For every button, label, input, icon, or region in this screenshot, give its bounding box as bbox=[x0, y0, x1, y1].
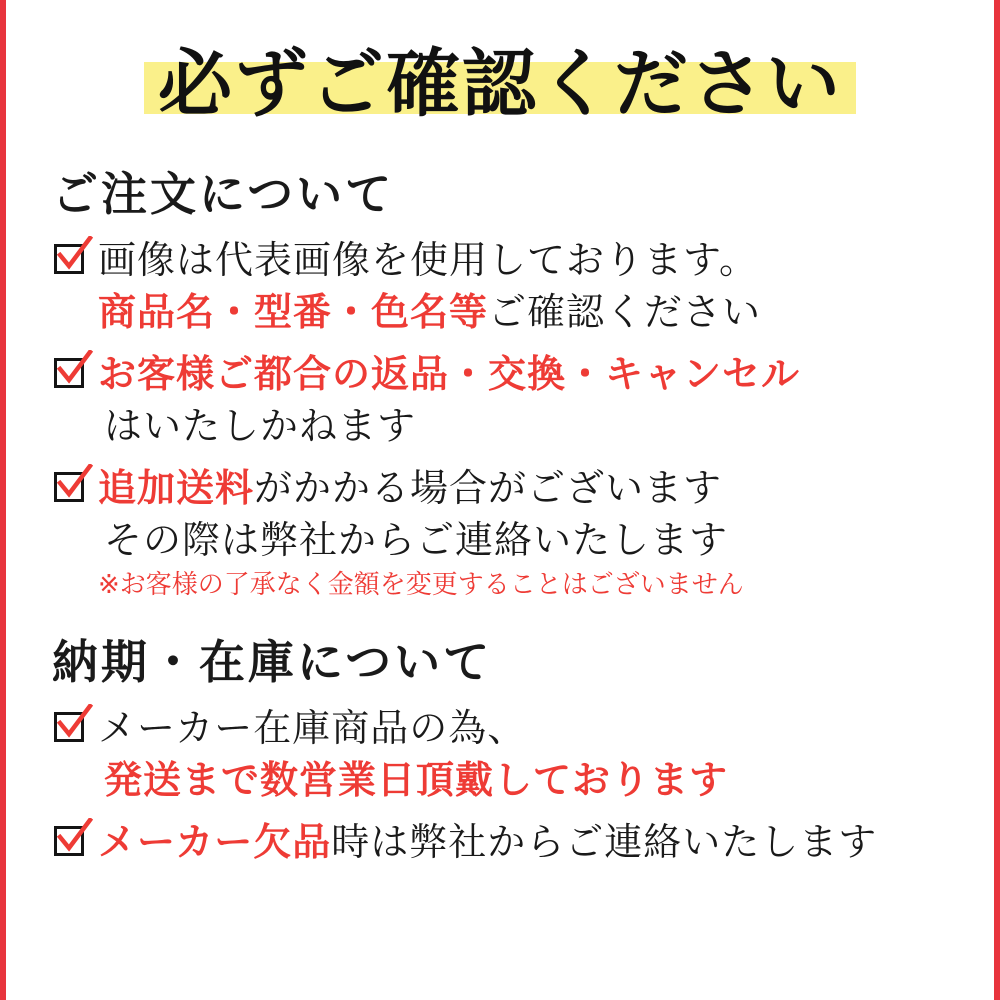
text-segment: ご確認ください bbox=[488, 290, 762, 334]
text-line: はいたしかねます bbox=[104, 404, 417, 448]
text-line bbox=[98, 462, 960, 514]
checkbox-checked-icon bbox=[52, 822, 92, 862]
text-segment: がかかる場合がございます bbox=[254, 466, 723, 510]
checkbox-checked-icon bbox=[52, 468, 92, 508]
checkbox-checked-icon bbox=[52, 240, 92, 280]
list-item bbox=[52, 462, 960, 604]
text-line bbox=[98, 816, 960, 868]
notice-content bbox=[6, 0, 994, 1000]
section-heading-delivery: 納期・在庫について bbox=[52, 635, 493, 689]
list-item bbox=[52, 702, 960, 806]
text-segment: 追加送料 bbox=[98, 466, 255, 510]
list-item-text bbox=[98, 702, 960, 806]
list-item bbox=[52, 348, 960, 452]
section-heading-orders: ご注文について bbox=[52, 167, 395, 221]
list-item-text bbox=[98, 816, 960, 868]
text-line: メーカー在庫商品の為、 bbox=[98, 706, 527, 750]
text-note: ※お客様の了承なく金額を変更することはございません bbox=[98, 570, 744, 600]
text-segment: 時は弊社からご連絡いたします bbox=[331, 820, 878, 864]
checkbox-checked-icon bbox=[52, 354, 92, 394]
text-segment: メーカー欠品 bbox=[98, 820, 332, 864]
title-text: 必ずご確認ください bbox=[158, 41, 842, 127]
text-line: 画像は代表画像を使用しております。 bbox=[98, 238, 758, 282]
list-item-text bbox=[98, 348, 960, 452]
list-item-text bbox=[98, 462, 960, 604]
list-item bbox=[52, 816, 960, 868]
list-item-text bbox=[98, 234, 960, 338]
checkbox-checked-icon bbox=[52, 708, 92, 748]
text-segment: 商品名・型番・色名等 bbox=[98, 290, 489, 334]
page-title bbox=[40, 36, 960, 132]
text-line: 発送まで数営業日頂戴しております bbox=[104, 758, 729, 802]
text-line bbox=[98, 286, 960, 338]
list-item bbox=[52, 234, 960, 338]
text-line: その際は弊社からご連絡いたします bbox=[104, 518, 729, 562]
text-line: お客様ご都合の返品・交換・キャンセル bbox=[98, 352, 801, 396]
